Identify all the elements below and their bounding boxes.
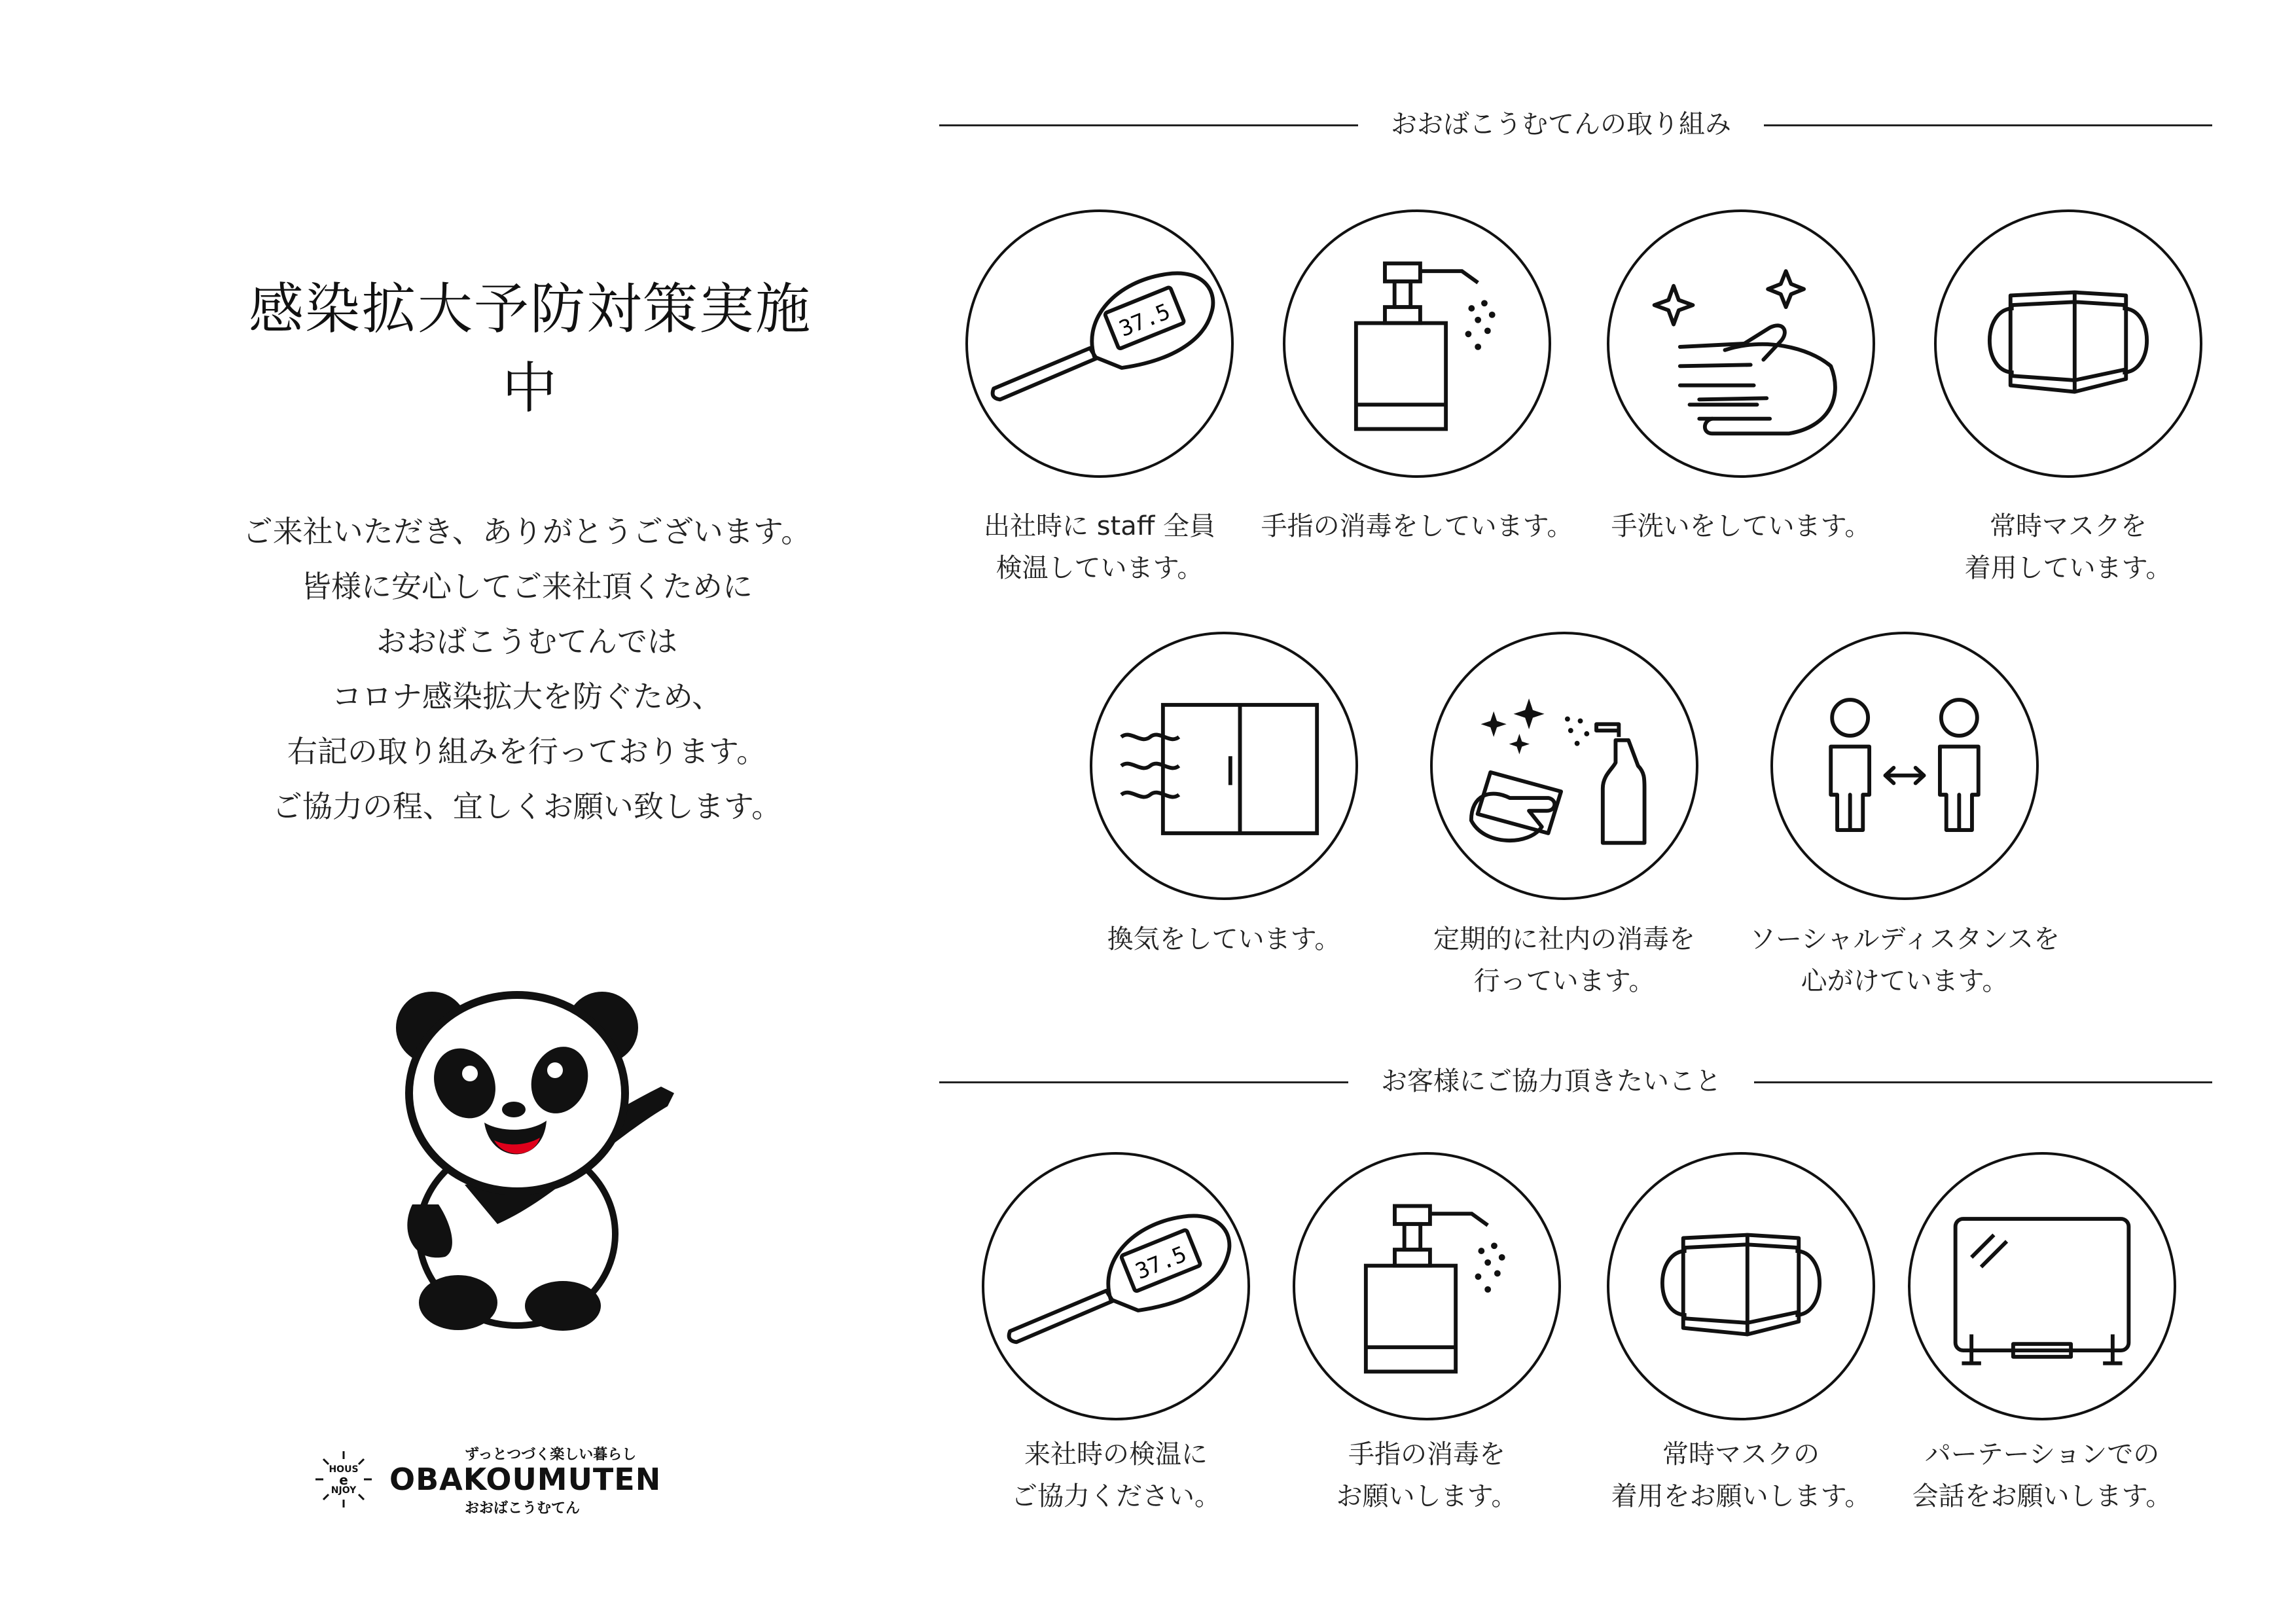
house-enjoy-badge — [314, 1450, 373, 1509]
caption-line: 会話をお願いします。 — [1912, 1481, 2172, 1511]
caption-hand-wash — [1571, 505, 1911, 547]
intro-line: おおばこうむてんでは — [376, 624, 677, 659]
section1-divider-left — [939, 124, 1358, 126]
section2-title: お客様にご協力頂きたいこと — [1381, 1066, 1721, 1096]
hand-washing-icon — [1607, 209, 1875, 478]
badge-text-mid: e — [339, 1472, 348, 1488]
intro-line: コロナ感染拡大を防ぐため、 — [331, 679, 723, 714]
caption-line: 換気をしています。 — [1107, 924, 1341, 954]
intro-text — [216, 504, 838, 834]
logo-name: OBAKOUMUTEN — [389, 1462, 662, 1497]
intro-line: 皆様に安心してご来社頂くために — [301, 569, 753, 604]
sanitizer-pump-icon — [1283, 209, 1551, 478]
company-logo — [314, 1443, 662, 1517]
spray-cleaning-icon — [1430, 632, 1698, 900]
window-ventilation-icon — [1090, 632, 1358, 900]
page-title: 感染拡大予防対策実施中 — [248, 277, 812, 420]
partition-icon — [1908, 1152, 2176, 1420]
caption-line: 出社時に staff 全員 — [983, 511, 1216, 541]
intro-line: ご来社いただき、ありがとうございます。 — [242, 514, 812, 549]
thermometer-icon — [982, 1152, 1250, 1420]
caption-social-distance — [1734, 918, 2075, 1002]
section1-title: おおばこうむてんの取り組み — [1391, 109, 1731, 139]
thermometer-icon — [965, 209, 1234, 478]
caption-line: 行っています。 — [1473, 966, 1655, 996]
caption-line: お願いします。 — [1336, 1481, 1518, 1511]
caption-line: 常時マスクを — [1990, 511, 2147, 541]
intro-line: ご協力の程、宜しくお願い致します。 — [272, 789, 782, 824]
caption-line: 来社時の検温に — [1024, 1439, 1208, 1470]
section1-divider-right — [1764, 124, 2212, 126]
face-mask-icon — [1934, 209, 2202, 478]
caption-line: パーテーションでの — [1924, 1439, 2160, 1470]
caption-line: 定期的に社内の消毒を — [1433, 924, 1695, 954]
badge-text-top: HOUS — [329, 1464, 359, 1475]
section2-divider-left — [939, 1081, 1348, 1083]
caption-line: 着用をお願いします。 — [1611, 1481, 1871, 1511]
section2-divider-right — [1754, 1081, 2212, 1083]
thermometer-reading: 37.5 — [1115, 298, 1174, 342]
intro-line: 右記の取り組みを行っております。 — [287, 734, 767, 769]
caption-line: 常時マスクの — [1662, 1439, 1820, 1470]
caption-visitor-disinfect — [1257, 1434, 1597, 1517]
caption-mask-always — [1898, 505, 2238, 589]
caption-line: 着用しています。 — [1964, 553, 2172, 583]
caption-line: 手指の消毒を — [1348, 1439, 1505, 1470]
caption-line: ご協力ください。 — [1011, 1481, 1221, 1511]
caption-hand-disinfect — [1247, 505, 1587, 547]
caption-line: ソーシャルディスタンスを — [1749, 924, 2060, 954]
caption-office-disinfect — [1394, 918, 1734, 1002]
badge-text-bottom: NJOY — [331, 1485, 357, 1496]
caption-line: 検温しています。 — [996, 553, 1204, 583]
face-mask-icon — [1607, 1152, 1875, 1420]
logo-tagline: ずっとつづく楽しい暮らし — [465, 1447, 637, 1463]
logo-kana: おおばこうむてん — [465, 1500, 581, 1517]
caption-ventilation — [1054, 918, 1394, 960]
social-distance-icon — [1770, 632, 2039, 900]
caption-partition — [1872, 1434, 2212, 1517]
caption-line: 手洗いをしています。 — [1611, 511, 1871, 541]
panda-mascot-illustration — [386, 969, 687, 1335]
caption-staff-temperature — [929, 505, 1270, 589]
caption-visitor-mask — [1571, 1434, 1911, 1517]
sanitizer-pump-icon — [1293, 1152, 1561, 1420]
caption-visitor-temperature — [946, 1434, 1286, 1517]
caption-line: 手指の消毒をしています。 — [1261, 511, 1573, 541]
thermometer-reading: 37.5 — [1132, 1240, 1191, 1285]
caption-line: 心がけています。 — [1801, 966, 2009, 996]
